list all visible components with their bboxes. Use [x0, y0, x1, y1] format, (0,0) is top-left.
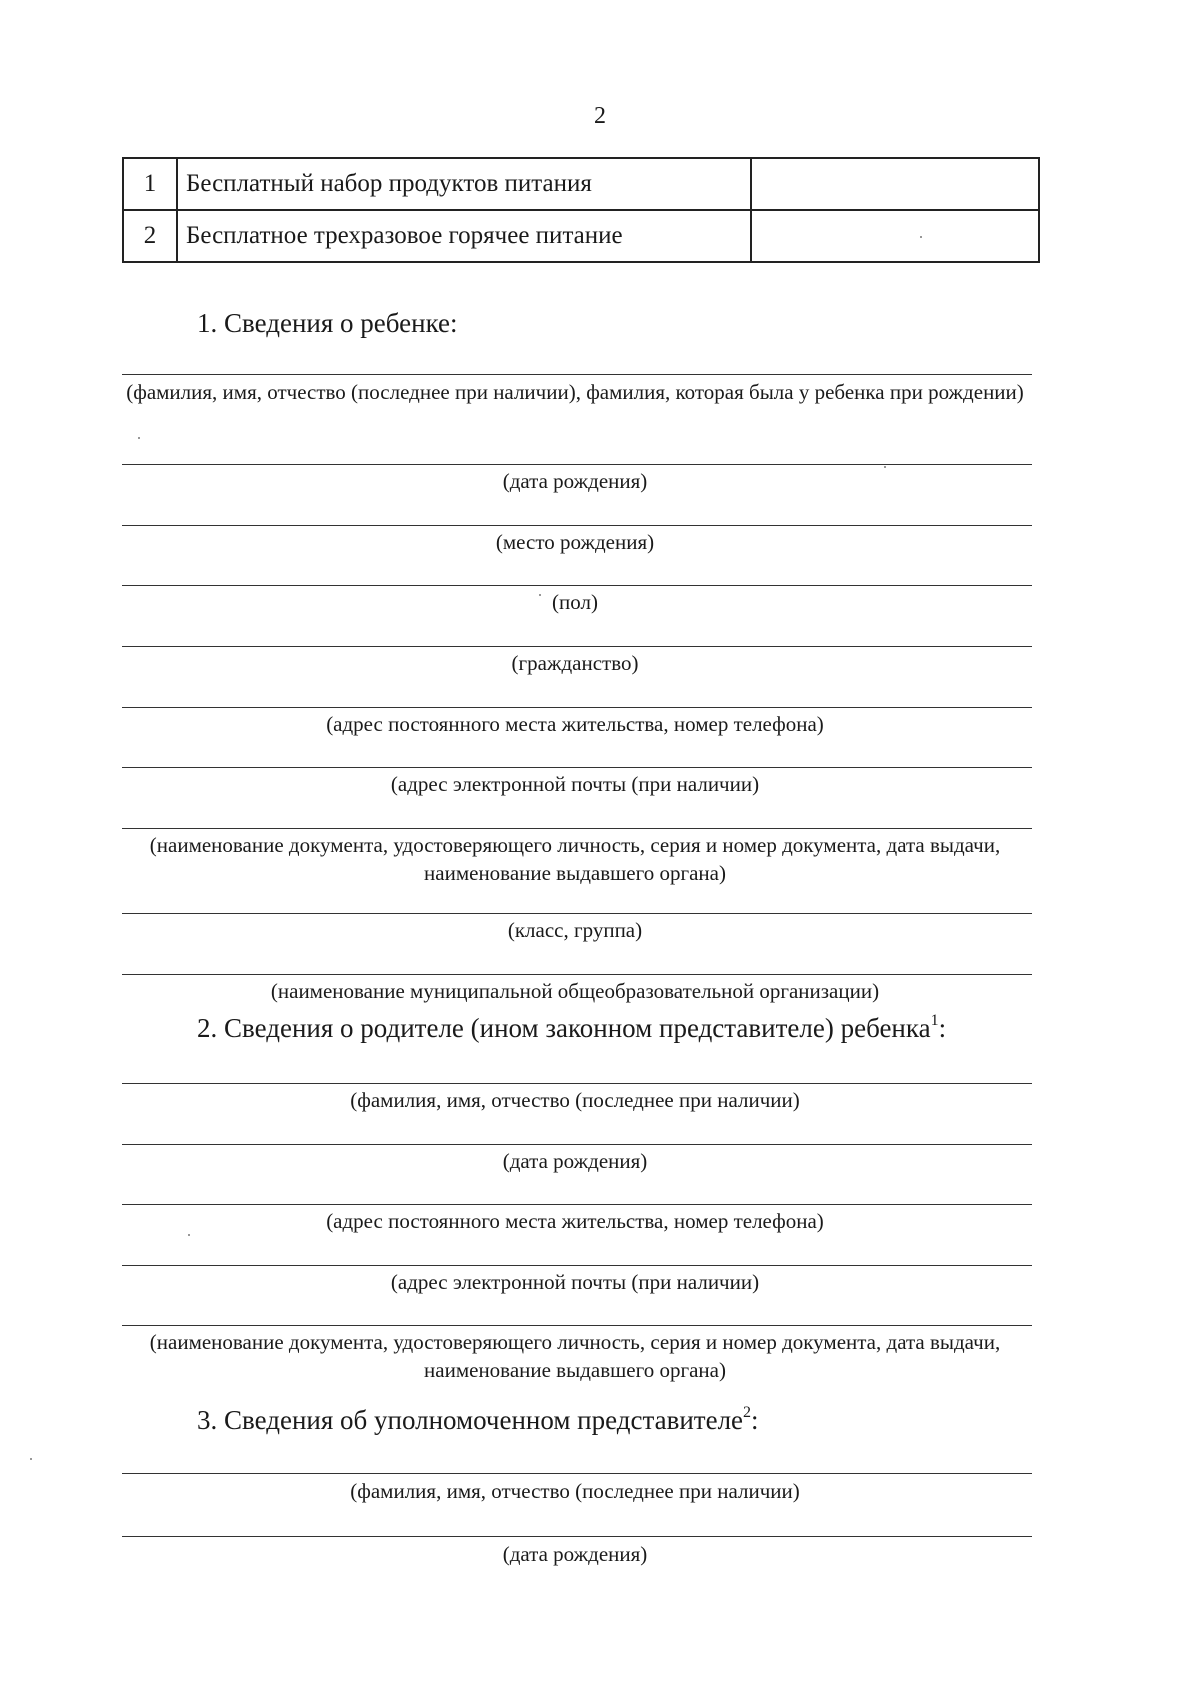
field-caption: (адрес электронной почты (при наличии) — [390, 1270, 760, 1294]
field-caption: (адрес электронной почты (при наличии) — [390, 772, 760, 796]
fill-line[interactable] — [122, 828, 1032, 829]
field-caption: (место рождения) — [495, 530, 655, 554]
field-caption: (дата рождения) — [502, 469, 648, 493]
section-1-heading: 1. Сведения о ребенке: — [197, 308, 458, 338]
option-label: Бесплатное трехразовое горячее питание — [177, 210, 751, 262]
field-caption: (наименование документа, удостоверяющего личность, серия и номер документа, дата выдачи, наименование выдавшего органа) — [149, 1330, 1001, 1382]
page-number: 2 — [594, 103, 606, 129]
table-row — [123, 210, 1039, 262]
fill-line[interactable] — [122, 767, 1032, 768]
field-caption: (адрес постоянного места жительства, номер телефона) — [326, 1209, 824, 1233]
fill-line[interactable] — [122, 585, 1032, 586]
field-caption: (наименование муниципальной общеобразовательной организации) — [270, 979, 880, 1003]
field-caption: (фамилия, имя, отчество (последнее при наличии), фамилия, которая была у ребенка при рождении) — [126, 380, 1024, 404]
field-caption: (фамилия, имя, отчество (последнее при наличии) — [350, 1088, 800, 1112]
benefit-options-table — [122, 157, 1040, 263]
scan-speck — [920, 236, 922, 238]
fill-line[interactable] — [122, 1083, 1032, 1084]
field-caption: (дата рождения) — [502, 1542, 648, 1566]
option-mark-cell[interactable] — [751, 158, 1039, 210]
heading-suffix: : — [938, 1013, 947, 1043]
option-mark-cell[interactable] — [751, 210, 1039, 262]
option-label: Бесплатный набор продуктов питания — [177, 158, 751, 210]
footnote-marker: 1 — [930, 1012, 939, 1029]
option-number: 1 — [123, 158, 177, 210]
table-row — [123, 158, 1039, 210]
section-3-heading — [197, 1404, 759, 1436]
fill-line[interactable] — [122, 974, 1032, 975]
option-number: 2 — [123, 210, 177, 262]
field-caption: (класс, группа) — [507, 918, 643, 942]
fill-line[interactable] — [122, 1473, 1032, 1474]
scan-speck — [138, 437, 140, 439]
fill-line[interactable] — [122, 646, 1032, 647]
field-caption: (наименование документа, удостоверяющего личность, серия и номер документа, дата выдачи, наименование выдавшего органа) — [149, 833, 1001, 885]
scan-speck — [884, 466, 886, 468]
fill-line[interactable] — [122, 1325, 1032, 1326]
section-2-heading-text: 2. Сведения о родителе (ином законном представителе) ребенка — [197, 1013, 931, 1043]
fill-line[interactable] — [122, 1144, 1032, 1145]
fill-line[interactable] — [122, 1265, 1032, 1266]
fill-line[interactable] — [122, 913, 1032, 914]
field-caption: (дата рождения) — [502, 1149, 648, 1173]
scan-speck — [539, 594, 541, 596]
fill-line[interactable] — [122, 707, 1032, 708]
section-2-heading — [197, 1012, 946, 1044]
section-3-heading-text: 3. Сведения об уполномоченном представителе — [197, 1405, 744, 1435]
field-caption: (пол) — [552, 590, 598, 614]
scan-speck — [188, 1234, 190, 1236]
fill-line[interactable] — [122, 374, 1032, 375]
fill-line[interactable] — [122, 1204, 1032, 1205]
scan-speck — [30, 1458, 32, 1460]
fill-line[interactable] — [122, 1536, 1032, 1537]
fill-line[interactable] — [122, 464, 1032, 465]
field-caption: (фамилия, имя, отчество (последнее при наличии) — [350, 1479, 800, 1503]
field-caption: (адрес постоянного места жительства, номер телефона) — [326, 712, 824, 736]
heading-suffix: : — [751, 1405, 759, 1435]
fill-line[interactable] — [122, 525, 1032, 526]
footnote-marker: 2 — [743, 1404, 752, 1421]
field-caption: (гражданство) — [511, 651, 639, 675]
